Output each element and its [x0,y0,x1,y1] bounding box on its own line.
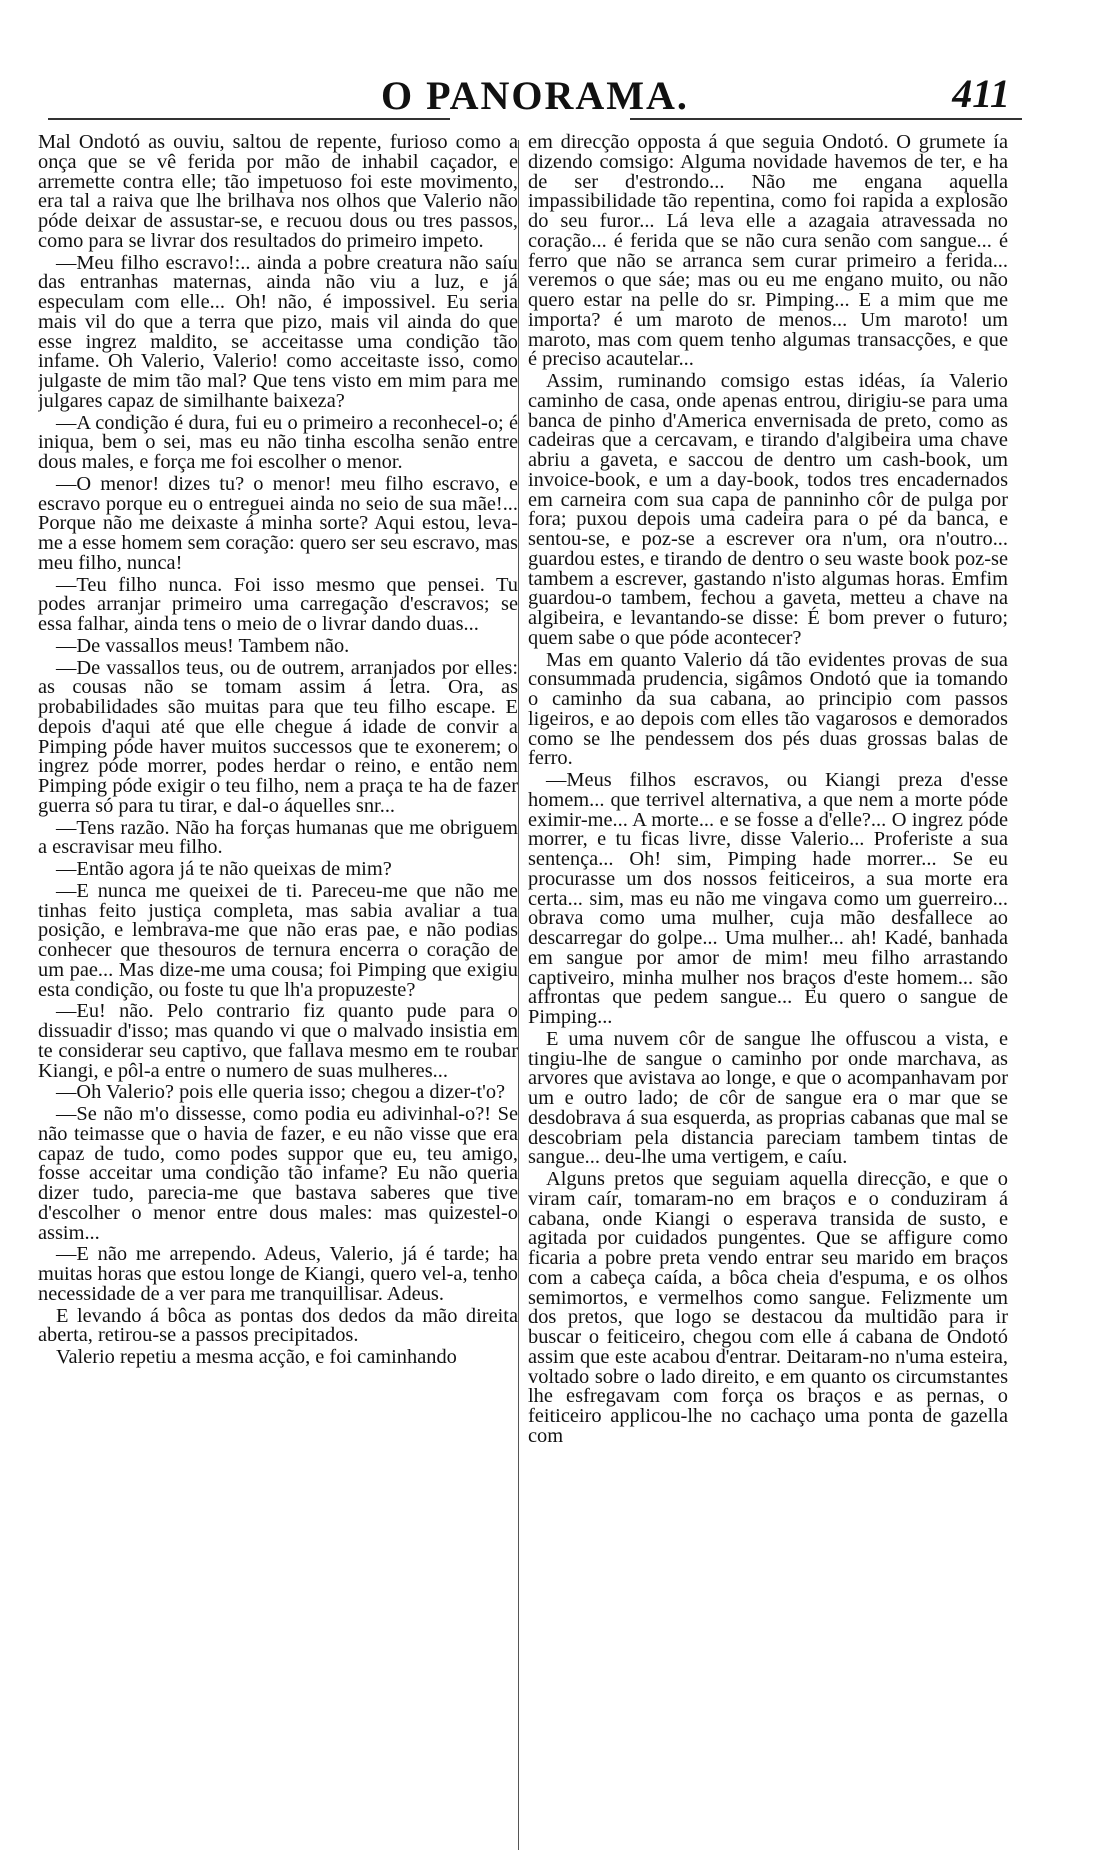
column-divider [518,140,519,1850]
right-column [528,133,1008,1853]
header-rule-left [48,118,450,120]
paragraph: E uma nuvem côr de sangue lhe offuscou a vista, e tingiu-lhe de sangue o caminho por onde marchava, as arvores que avistava ao longe, e que o acompanhavam por um e outro lado; de côr de sangue era o mar que se desdobrava á sua esquerda, as proprias cabanas que mal se descobriam pela distancia pareciam tambem tintas de sangue... deu-lhe uma vertigem, e caíu. [528,1027,1008,1169]
header-rule-right [630,118,1022,120]
paragraph: —De vassallos teus, ou de outrem, arranjados por elles: as cousas não se tomam assim á letra. Ora, as probabilidades são muitas para que teu filho escape. E depois d'aqui até que elle chegue á idade de convir a Pimping póde haver muitos successos que te exonerem; o ingrez póde morrer, podes herdar o reino, e então nem Pimping póde exigir o teu filho, nem a praça te ha de fazer guerra só para tu tirar, e dal-o áquelles snr... [38,656,518,817]
paragraph: E levando á bôca as pontas dos dedos da mão direita aberta, retirou-se a passos precipitados. [38,1304,518,1347]
paragraph: —Meus filhos escravos, ou Kiangi preza d'esse homem... que terrivel alternativa, a que nem a morte póde eximir-me... A morte... e se fosse a d'elle?... O ingrez póde morrer, e tu ficas livre, disse Valerio... Proferiste a sua sentença... Oh! sim, Pimping hade morrer... Se eu procurasse um dos nossos feiticeiros, a sua morte era certa... sim, mas eu não me vingava como um guerreiro... obrava como uma mulher, cuja mão desfallece ao descarregar do golpe... Uma mulher... ah! Kadé, banhada em sangue por amor de mim! meu filho arrastando captiveiro, minha mulher nos braços d'este homem... são affrontas que pedem sangue... Eu quero o sangue de Pimping... [528,769,1008,1028]
left-column [38,133,518,1853]
paragraph: —Teu filho nunca. Foi isso mesmo que pensei. Tu podes arranjar primeiro uma carregação d'escravos; se essa falhar, ainda tens o meio de o livrar dando duas... [38,573,518,635]
paragraph: —De vassallos meus! Tambem não. [56,634,350,657]
paragraph: —Meu filho escravo!:.. ainda a pobre creatura não saíu das entranhas maternas, ainda não viu a luz, e já especulam com elle... Oh! não, é impossivel. Eu seria mais vil do que a terra que pizo, mais vil ainda do que esse ingrez maldito, se acceitasse uma condição tão infame. Oh Valerio, Valerio! como acceitaste isso, como julgaste de mim tão mal? Que tens visto em mim para me julgares capaz de similhante baixeza? [38,251,518,412]
paragraph: Assim, ruminando comsigo estas idéas, ía Valerio caminho de casa, onde apenas entrou, dirigiu-se para uma banca de pinho d'America envernisada de preto, como as cadeiras que a cercavam, e tirando d'algibeira uma chave abriu a gaveta, e saccou de dentro um cash-book, um invoice-book, e um a day-book, todos tres encadernados em carneira com sua capa de panninho côr de pulga por fora; puxou depois uma cadeira para o pé da banca, e sentou-se, e poz-se a escrever ora n'um, ora n'outro... guardou estes, e tirando de dentro o seu waste book poz-se tambem a escrever, gastando n'isto algumas horas. Emfim guardou-o tambem, fechou a gaveta, metteu a chave na algibeira, e levantando-se disse: É bom prever o futuro; quem sabe o que póde acontecer? [528,370,1008,649]
paragraph: —Eu! não. Pelo contrario fiz quanto pude para o dissuadir d'isso; mas quando vi que o malvado insistia em te considerar seu captivo, que fallava mesmo em te roubar Kiangi, e pôl-a entre o numero de suas mulheres... [38,1000,518,1082]
paragraph: —E nunca me queixei de ti. Pareceu-me que não me tinhas feito justiça completa, mas sabia avaliar a tua posição, e lembrava-me que não eras pae, e não podias conhecer que thesouros de ternura encerra o coração de um pae... Mas dize-me uma cousa; foi Pimping que exigiu esta condição, ou foste tu que lh'a propuzeste? [38,879,518,1001]
paragraph: Alguns pretos que seguiam aquella direcção, e que o viram caír, tomaram-no em braços e o conduziram á cabana, onde Kiangi o esperava transida de susto, e agitada por cuidados pungentes. Que se affigure como ficaria a pobre preta vendo entrar seu marido em braços com a cabeça caída, a bôca cheia d'espuma, e os olhos semimortos, e vermelhos como sangue. Felizmente um dos pretos, que logo se destacou da multidão para ir buscar o feiticeiro, chegou com elle á cabana de Ondotó assim que este acabou d'entrar. Deitaram-no n'uma esteira, voltado sobre o lado direito, e em quanto os circumstantes lhe esfregavam com força os braços e as pernas, o feiticeiro applicou-lhe no cachaço uma ponta de gazella com [528,1168,1008,1447]
publication-title: O PANORAMA. [381,73,689,118]
paragraph: —O menor! dizes tu? o menor! meu filho escravo, e escravo porque eu o entreguei ainda no seio de sua mãe!... Porque não me deixaste á minha sorte? Aqui estou, leva-me a esse homem sem coração: quero ser seu escravo, mas meu filho, nunca! [38,472,518,574]
paragraph: em direcção opposta á que seguia Ondotó. O grumete ía dizendo comsigo: Alguma novidade havemos de ter, e ha de ser d'estrondo... Não me engana aquella impassibilidade tão repentina, como foi rapida a explosão do seu furor... Lá leva elle a azagaia atravessada no coração... é ferida que se não cura senão com sangue... é ferro que não se arranca sem curar primeiro a ferida... veremos o que sáe; mas ou eu me engano muito, ou não quero estar na pelle do sr. Pimping... E a mim que me importa? é um maroto de menos... Um maroto! um maroto, mas com quem tenho algumas transacções, e que é preciso acautelar... [528,133,1008,371]
page-header [40,70,1030,126]
paragraph: Mal Ondotó as ouviu, saltou de repente, furioso como a onça que se vê ferida por mão de inhabil caçador, e arremette contra elle; tão impetuoso foi este movimento, era tal a raiva que lhe brilhava nos olhos que Valerio não póde deixar de assustar-se, e recuou dous ou tres passos, como para se livrar dos resultados do primeiro impeto. [38,133,518,252]
paragraph: —Oh Valerio? pois elle queria isso; chegou a dizer-t'o? [56,1081,506,1104]
paragraph: —Então agora já te não queixas de mim? [56,858,392,880]
paragraph: Valerio repetiu a mesma acção, e foi caminhando [56,1346,457,1368]
page-number: 411 [952,71,1010,116]
paragraph: —Tens razão. Não ha forças humanas que me obriguem a escravisar meu filho. [38,816,518,859]
paragraph: —A condição é dura, fui eu o primeiro a reconhecel-o; é iniqua, bem o sei, mas eu não tinha escolha senão entre dous males, e força me foi escolher o menor. [38,411,518,473]
paragraph: —Se não m'o dissesse, como podia eu adivinhal-o?! Se não teimasse que o havia de fazer, e eu não visse que era capaz de tudo, como podes suppor que eu, teu amigo, fosse acceitar uma condição tão infame? Eu não queria dizer tudo, parecia-me que bastava saberes que tive d'escolher o menor entre dous males: mas quizestel-o assim... [38,1103,518,1244]
paragraph: —E não me arrependo. Adeus, Valerio, já é tarde; ha muitas horas que estou longe de Kiangi, quero vel-a, tenho necessidade de a ver para me tranquillisar. Adeus. [38,1243,518,1305]
paragraph: Mas em quanto Valerio dá tão evidentes provas de sua consummada prudencia, sigâmos Ondotó que ia tomando o caminho da sua cabana, ao principio com passos ligeiros, e ao depois com elles tão vagarosos e demorados como se lhe pendessem dos pés duas grossas balas de ferro. [528,648,1008,770]
